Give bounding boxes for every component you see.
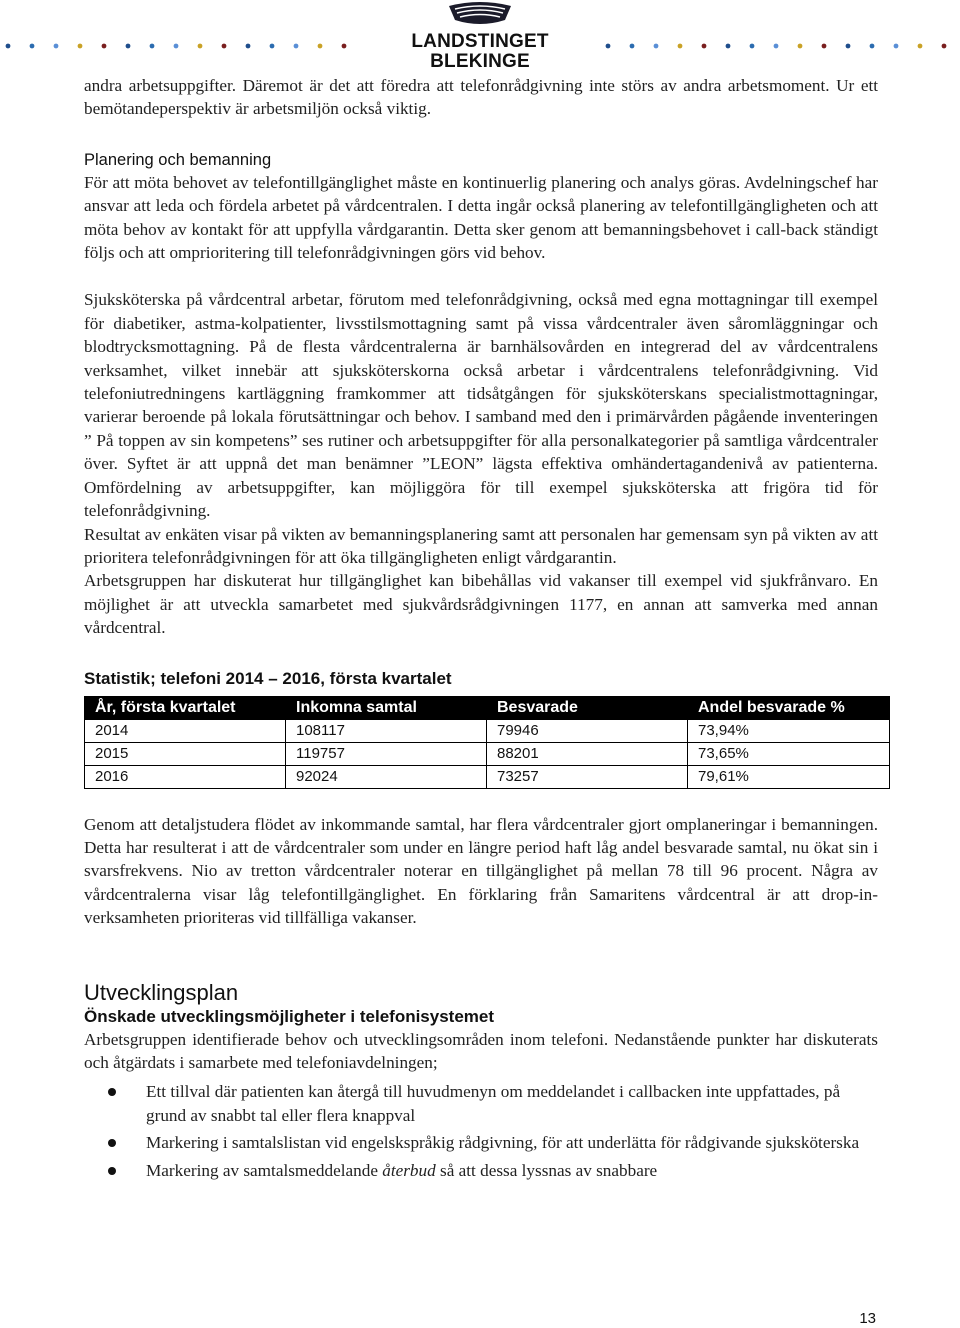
decorative-dot xyxy=(846,44,851,49)
decorative-dot xyxy=(102,44,107,49)
decorative-dot xyxy=(702,44,707,49)
stats-header-row xyxy=(85,696,890,719)
cell-year: 2015 xyxy=(85,742,286,765)
decorative-dot xyxy=(918,44,923,49)
section-heading-planering: Planering och bemanning xyxy=(84,150,272,169)
decorative-dot xyxy=(246,44,251,49)
stats-title: Statistik; telefoni 2014 – 2016, första kvartalet xyxy=(84,668,452,688)
sjukskoterska-paragraph: Sjuksköterska på vårdcentral arbetar, förutom med telefonrådgivning, också med egna mottagningar till exempel för diabetiker, astma-kolpatienter, livsstilsmottagning samt på vissa vårdcentraler även såromläggningar och blodtrycksmottagning. På de flesta vårdcentralerna är barnhälsovården en integrerad del av vårdcentralens verksamhet, vilket innebär att sjuksköterskorna också arbetar i vårdcentralens telefonrådgivning. Vid telefoniutredningens kartläggning framkommer att tidsåtgången för sjuksköterskans specialistmottagningar, varierar beroende på lokala förutsättningar och behov. I samband med den i primärvården pågående inventeringen ” På toppen av sin kompetens” ses rutiner och arbetsuppgifter för alla personalkategorier på samtliga vårdcentraler över. Syftet är att uppnå det man benämner ”LEON” lägsta effektiva omhändertagandenivå av patienterna. Omfördelning av arbetsuppgifter, kan möjliggöra för till exempel sjuksköterska att frigöra tid för telefonrådgivning. xyxy=(84,290,878,521)
decorative-dot xyxy=(78,44,83,49)
landstinget-logo xyxy=(370,0,590,72)
page-content xyxy=(84,74,878,1186)
decorative-dot xyxy=(30,44,35,49)
decorative-dot xyxy=(678,44,683,49)
decorative-dot xyxy=(630,44,635,49)
decorative-dot xyxy=(798,44,803,49)
cell-year: 2014 xyxy=(85,719,286,742)
cell-incoming: 119757 xyxy=(286,742,487,765)
decorative-dot xyxy=(54,44,59,49)
page-number: 13 xyxy=(859,1310,876,1327)
decorative-dot xyxy=(126,44,131,49)
header-answered: Besvarade xyxy=(487,696,688,719)
cell-incoming: 108117 xyxy=(286,719,487,742)
decorative-dot xyxy=(198,44,203,49)
list-item: Markering i samtalslistan vid engelskspråkig rådgivning, för att underlätta för rådgivande sjuksköterska xyxy=(146,1131,878,1154)
stats-table xyxy=(84,696,890,789)
decorative-dot xyxy=(942,44,947,49)
cell-answered: 79946 xyxy=(487,719,688,742)
decorative-dot xyxy=(342,44,347,49)
arbetsgruppen-paragraph: Arbetsgruppen har diskuterat hur tillgänglighet kan bibehållas vid vakanser till exempel vid sjukfrånvaro. En möjlighet är att utveckla samarbetet med sjukvårdsrådgivningen 1177, en annan att samverka med annan vårdcentral. xyxy=(84,571,878,638)
cell-share: 73,94% xyxy=(688,719,890,742)
decorative-dot xyxy=(726,44,731,49)
utvecklingsplan-title: Utvecklingsplan xyxy=(84,979,239,1005)
intro-paragraph: andra arbetsuppgifter. Däremot är det att föredra att telefonrådgivning inte störs av andra arbetsmoment. Ur ett bemötandeperspektiv är arbetsmiljön också viktig. xyxy=(84,76,878,119)
decorative-dot xyxy=(150,44,155,49)
header-incoming: Inkomna samtal xyxy=(286,696,487,719)
bullet3-text-after: så att dessa lyssnas av snabbare xyxy=(435,1160,658,1180)
utveckling-subtitle: Önskade utvecklingsmöjligheter i telefonisystemet xyxy=(84,1006,495,1026)
decorative-dot xyxy=(6,44,11,49)
table-row xyxy=(85,765,890,788)
logo-text: LANDSTINGET BLEKINGE xyxy=(411,31,549,72)
decorative-dot xyxy=(294,44,299,49)
cell-share: 79,61% xyxy=(688,765,890,788)
list-item: Ett tillval där patienten kan återgå till huvudmenyn om meddelandet i callbacken inte uppfattades, på grund av snabbt tal eller flera knappval xyxy=(146,1080,878,1127)
decorative-dot xyxy=(654,44,659,49)
decorative-dot xyxy=(174,44,179,49)
planering-paragraph: För att möta behovet av telefontillgänglighet måste en kontinuerlig planering och analys göras. Avdelningschef har ansvar att leda och fördela arbetet på vårdcentralen. I detta ingår också planering av telefontillgängligheten och att möta behov av kontakt för att uppfylla vårdgarantin. Detta sker genom att bemanningsbehovet i call-back ständigt följs och att omprioritering till telefonrådgivningen görs vid behov. xyxy=(84,172,878,263)
header-share: Andel besvarade % xyxy=(688,696,890,719)
bullet3-italic: återbud xyxy=(382,1160,436,1180)
decorative-dot xyxy=(222,44,227,49)
bullet3-text-before: Markering av samtalsmeddelande xyxy=(146,1160,383,1180)
decorative-dot xyxy=(822,44,827,49)
decorative-dot xyxy=(318,44,323,49)
decorative-dot xyxy=(870,44,875,49)
list-item xyxy=(146,1159,878,1182)
cell-answered: 88201 xyxy=(487,742,688,765)
decorative-dot xyxy=(774,44,779,49)
cell-answered: 73257 xyxy=(487,765,688,788)
cell-incoming: 92024 xyxy=(286,765,487,788)
table-row xyxy=(85,719,890,742)
decorative-dot xyxy=(606,44,611,49)
decorative-dot xyxy=(750,44,755,49)
cell-share: 73,65% xyxy=(688,742,890,765)
header-year: År, första kvartalet xyxy=(85,696,286,719)
genom-paragraph: Genom att detaljstudera flödet av inkommande samtal, har flera vårdcentraler gjort omplaneringar i bemanningen. Detta har resulterat i att de vårdcentraler som under en längre period haft låg andel besvarade samtal, nu ökat sin i svarsfrekvens. Nio av tretton vårdcentraler noterar en tillgänglighet på mellan 78 till 96 procent. Några av vårdcentralerna visar låg telefontillgänglighet. En förklaring från Samaritens vårdcentral är att drop-in-verksamheten prioriteras vid tillfälliga vakanser. xyxy=(84,814,878,928)
utveckling-intro: Arbetsgruppen identifierade behov och utvecklingsområden inom telefoni. Nedanstående punkter har diskuterats och åtgärdats i samarbete med telefoniavdelningen; xyxy=(84,1029,878,1072)
table-row xyxy=(85,742,890,765)
decorative-dot xyxy=(894,44,899,49)
resultat-paragraph: Resultat av enkäten visar på vikten av bemanningsplanering samt att personalen har gemensam syn på vikten av att prioritera telefonrådgivningen för att öka tillgängligheten enligt vårdgarantin. xyxy=(84,524,878,567)
utveckling-bullet-list xyxy=(84,1080,878,1182)
cell-year: 2016 xyxy=(85,765,286,788)
ship-emblem-icon xyxy=(445,0,515,30)
decorative-dot xyxy=(270,44,275,49)
